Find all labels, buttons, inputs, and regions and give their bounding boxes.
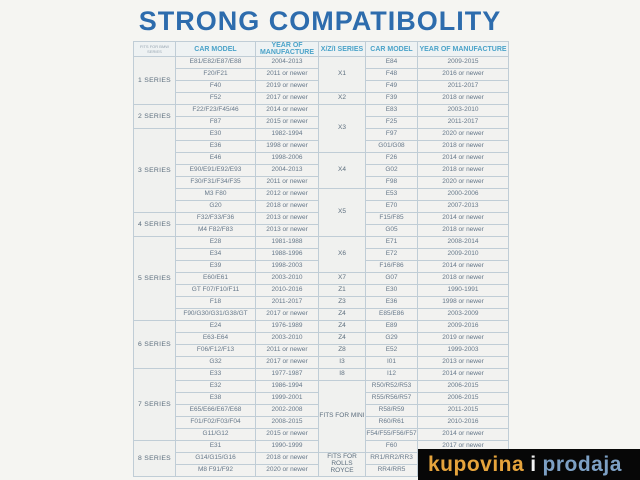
model-cell-left: E46: [176, 153, 256, 165]
model-cell-right: F16/F86: [366, 261, 418, 273]
xzi-series-cell: Z4: [319, 321, 366, 333]
year-cell-left: 2011 or newer: [256, 177, 319, 189]
year-cell-right: 2009-2016: [418, 321, 509, 333]
model-cell-right: F25: [366, 117, 418, 129]
year-cell-left: 2002-2008: [256, 405, 319, 417]
xzi-series-cell: X3: [319, 105, 366, 153]
model-cell-left: F06/F12/F13: [176, 345, 256, 357]
year-cell-right: 2020 or newer: [418, 177, 509, 189]
year-cell-right: 2011-2015: [418, 405, 509, 417]
year-cell-left: 1982-1994: [256, 129, 319, 141]
model-cell-left: E28: [176, 237, 256, 249]
year-cell-right: 2006-2015: [418, 393, 509, 405]
table-row: [134, 57, 509, 69]
series-label-cell: 8 SERIES: [134, 441, 176, 477]
table-row: [134, 333, 509, 345]
year-cell-right: 2016 or newer: [418, 69, 509, 81]
model-cell-right: I01: [366, 357, 418, 369]
year-cell-right: 2008-2014: [418, 237, 509, 249]
watermark: [418, 449, 640, 480]
year-cell-left: 2018 or newer: [256, 453, 319, 465]
year-cell-right: 2014 or newer: [418, 153, 509, 165]
table-row: [134, 285, 509, 297]
model-cell-right: I12: [366, 369, 418, 381]
table-row: [134, 237, 509, 249]
model-cell-left: M8 F91/F92: [176, 465, 256, 477]
model-cell-left: E36: [176, 141, 256, 153]
table-row: [134, 369, 509, 381]
year-cell-left: 2015 or newer: [256, 429, 319, 441]
xzi-series-cell: Z4: [319, 333, 366, 345]
year-cell-right: 2014 or newer: [418, 369, 509, 381]
model-cell-right: E70: [366, 201, 418, 213]
model-cell-right: E52: [366, 345, 418, 357]
year-cell-left: 2012 or newer: [256, 189, 319, 201]
model-cell-right: G05: [366, 225, 418, 237]
model-cell-right: RR4/RR5: [366, 465, 418, 477]
table-row: [134, 381, 509, 393]
table-row: [134, 153, 509, 165]
table-row: [134, 273, 509, 285]
year-cell-left: 2011 or newer: [256, 345, 319, 357]
year-cell-left: 2008-2015: [256, 417, 319, 429]
year-cell-right: 2018 or newer: [418, 165, 509, 177]
model-cell-left: E81/E82/E87/E88: [176, 57, 256, 69]
table-row: [134, 309, 509, 321]
year-cell-left: 2010-2016: [256, 285, 319, 297]
model-cell-right: R50/R52/R53: [366, 381, 418, 393]
model-cell-right: F98: [366, 177, 418, 189]
model-cell-right: G02: [366, 165, 418, 177]
model-cell-right: F26: [366, 153, 418, 165]
series-label-cell: 5 SERIES: [134, 237, 176, 321]
xzi-series-cell: X5: [319, 189, 366, 237]
year-cell-right: 2006-2015: [418, 381, 509, 393]
model-cell-left: F01/F02/F03/F04: [176, 417, 256, 429]
model-cell-left: E24: [176, 321, 256, 333]
xzi-series-cell: Z1: [319, 285, 366, 297]
table-row: [134, 93, 509, 105]
year-cell-left: 1990-1999: [256, 441, 319, 453]
year-cell-left: 1999-2001: [256, 393, 319, 405]
year-cell-left: 2017 or newer: [256, 309, 319, 321]
compatibility-table: [133, 41, 509, 477]
year-cell-right: 2011-2017: [418, 117, 509, 129]
year-cell-right: 2010-2016: [418, 417, 509, 429]
watermark-kupovina: kupovina: [428, 452, 525, 476]
model-cell-right: RR1/RR2/RR3: [366, 453, 418, 465]
year-cell-left: 1998 or newer: [256, 141, 319, 153]
year-cell-right: 2018 or newer: [418, 93, 509, 105]
model-cell-left: G14/G15/G16: [176, 453, 256, 465]
header-corner: FITS FOR BMW SERIES: [134, 42, 176, 57]
table-row: [134, 297, 509, 309]
year-cell-right: 2014 or newer: [418, 261, 509, 273]
year-cell-left: 2011-2017: [256, 297, 319, 309]
year-cell-right: 2020 or newer: [418, 129, 509, 141]
model-cell-left: F40: [176, 81, 256, 93]
model-cell-right: R60/R61: [366, 417, 418, 429]
model-cell-left: M3 F80: [176, 189, 256, 201]
model-cell-right: R55/R56/R57: [366, 393, 418, 405]
xzi-series-cell: Z3: [319, 297, 366, 309]
model-cell-left: F30/F31/F34/F35: [176, 177, 256, 189]
header-row: [134, 42, 509, 57]
model-cell-right: E84: [366, 57, 418, 69]
table-row: [134, 105, 509, 117]
year-cell-right: 2009-2015: [418, 57, 509, 69]
model-cell-right: E71: [366, 237, 418, 249]
model-cell-left: E65/E66/E67/E68: [176, 405, 256, 417]
series-label-cell: 1 SERIES: [134, 57, 176, 105]
year-cell-left: 2011 or newer: [256, 69, 319, 81]
year-cell-right: 2011-2017: [418, 81, 509, 93]
header-year-left: YEAR OF MANUFACTURE: [256, 42, 319, 57]
model-cell-left: E34: [176, 249, 256, 261]
xzi-series-cell: X7: [319, 273, 366, 285]
year-cell-right: 2014 or newer: [418, 213, 509, 225]
year-cell-right: 2018 or newer: [418, 225, 509, 237]
watermark-i: i: [530, 452, 537, 476]
model-cell-left: F90/G30/G31/G38/GT: [176, 309, 256, 321]
year-cell-left: 2013 or newer: [256, 213, 319, 225]
xzi-series-cell: Z8: [319, 345, 366, 357]
table-row: [134, 321, 509, 333]
series-label-cell: 6 SERIES: [134, 321, 176, 369]
model-cell-right: E83: [366, 105, 418, 117]
xzi-series-cell: FITS FOR MINI: [319, 381, 366, 453]
table-row: [134, 357, 509, 369]
xzi-series-cell: I8: [319, 369, 366, 381]
series-label-cell: 2 SERIES: [134, 105, 176, 129]
xzi-series-cell: FITS FOR ROLLS ROYCE: [319, 453, 366, 477]
model-cell-right: E30: [366, 285, 418, 297]
year-cell-right: 2014 or newer: [418, 429, 509, 441]
year-cell-left: 2019 or newer: [256, 81, 319, 93]
year-cell-left: 2004-2013: [256, 165, 319, 177]
header-car-model-right: CAR MODEL: [366, 42, 418, 57]
model-cell-left: M4 F82/F83: [176, 225, 256, 237]
model-cell-left: GT F07/F10/F11: [176, 285, 256, 297]
year-cell-right: 1999-2003: [418, 345, 509, 357]
model-cell-right: E72: [366, 249, 418, 261]
model-cell-right: F15/F85: [366, 213, 418, 225]
year-cell-left: 2018 or newer: [256, 201, 319, 213]
year-cell-right: 1990-1991: [418, 285, 509, 297]
model-cell-left: E30: [176, 129, 256, 141]
series-label-cell: 7 SERIES: [134, 369, 176, 441]
model-cell-right: F49: [366, 81, 418, 93]
model-cell-right: F39: [366, 93, 418, 105]
xzi-series-cell: Z4: [319, 309, 366, 321]
year-cell-left: 2003-2010: [256, 273, 319, 285]
year-cell-left: 2014 or newer: [256, 105, 319, 117]
model-cell-left: E38: [176, 393, 256, 405]
page-title: STRONG COMPATIBOLITY: [138, 6, 502, 36]
model-cell-left: E60/E61: [176, 273, 256, 285]
model-cell-right: E89: [366, 321, 418, 333]
year-cell-left: 1976-1989: [256, 321, 319, 333]
model-cell-right: F97: [366, 129, 418, 141]
xzi-series-cell: I3: [319, 357, 366, 369]
year-cell-left: 2013 or newer: [256, 225, 319, 237]
year-cell-left: 2017 or newer: [256, 93, 319, 105]
year-cell-right: 2018 or newer: [418, 273, 509, 285]
year-cell-right: 2017 or newer: [418, 441, 509, 453]
year-cell-right: 2000-2006: [418, 189, 509, 201]
model-cell-right: F48: [366, 69, 418, 81]
xzi-series-cell: X4: [319, 153, 366, 189]
year-cell-right: 2003-2009: [418, 309, 509, 321]
model-cell-left: G20: [176, 201, 256, 213]
model-cell-left: G11/G12: [176, 429, 256, 441]
table-row: [134, 189, 509, 201]
year-cell-left: 2003-2010: [256, 333, 319, 345]
model-cell-right: G01/G08: [366, 141, 418, 153]
table-row: [134, 345, 509, 357]
year-cell-left: 1988-1996: [256, 249, 319, 261]
model-cell-right: G29: [366, 333, 418, 345]
xzi-series-cell: X6: [319, 237, 366, 273]
header-year-right: YEAR OF MANUFACTURE: [418, 42, 509, 57]
year-cell-left: 2020 or newer: [256, 465, 319, 477]
series-label-cell: 3 SERIES: [134, 129, 176, 213]
model-cell-left: E90/E91/E92/E93: [176, 165, 256, 177]
model-cell-right: F54/F55/F56/F57: [366, 429, 418, 441]
year-cell-left: 1986-1994: [256, 381, 319, 393]
watermark-prodaja: prodaja: [542, 452, 622, 476]
year-cell-left: 2004-2013: [256, 57, 319, 69]
header-xzi-series: X/Z/I SERIES: [319, 42, 366, 57]
year-cell-right: 2007-2013: [418, 201, 509, 213]
model-cell-left: E31: [176, 441, 256, 453]
model-cell-left: F52: [176, 93, 256, 105]
model-cell-right: E85/E86: [366, 309, 418, 321]
model-cell-left: E63-E64: [176, 333, 256, 345]
year-cell-right: 1998 or newer: [418, 297, 509, 309]
year-cell-right: 2019 or newer: [418, 333, 509, 345]
model-cell-right: F60: [366, 441, 418, 453]
year-cell-left: 2015 or newer: [256, 117, 319, 129]
model-cell-left: G32: [176, 357, 256, 369]
year-cell-right: 2009-2010: [418, 249, 509, 261]
model-cell-right: R58/R59: [366, 405, 418, 417]
year-cell-right: 2013 or newer: [418, 357, 509, 369]
header-car-model-left: CAR MODEL: [176, 42, 256, 57]
model-cell-left: E39: [176, 261, 256, 273]
model-cell-left: E33: [176, 369, 256, 381]
year-cell-right: 2003-2010: [418, 105, 509, 117]
year-cell-left: 2017 or newer: [256, 357, 319, 369]
xzi-series-cell: X2: [319, 93, 366, 105]
model-cell-right: E36: [366, 297, 418, 309]
model-cell-left: E32: [176, 381, 256, 393]
model-cell-right: G07: [366, 273, 418, 285]
series-label-cell: 4 SERIES: [134, 213, 176, 237]
year-cell-left: 1998-2003: [256, 261, 319, 273]
model-cell-left: F20/F21: [176, 69, 256, 81]
year-cell-right: 2018 or newer: [418, 141, 509, 153]
model-cell-left: F18: [176, 297, 256, 309]
xzi-series-cell: X1: [319, 57, 366, 93]
year-cell-left: 1998-2006: [256, 153, 319, 165]
model-cell-left: F22/F23/F45/46: [176, 105, 256, 117]
year-cell-left: 1977-1987: [256, 369, 319, 381]
model-cell-right: E53: [366, 189, 418, 201]
model-cell-left: F87: [176, 117, 256, 129]
model-cell-left: F32/F33/F36: [176, 213, 256, 225]
year-cell-left: 1981-1988: [256, 237, 319, 249]
